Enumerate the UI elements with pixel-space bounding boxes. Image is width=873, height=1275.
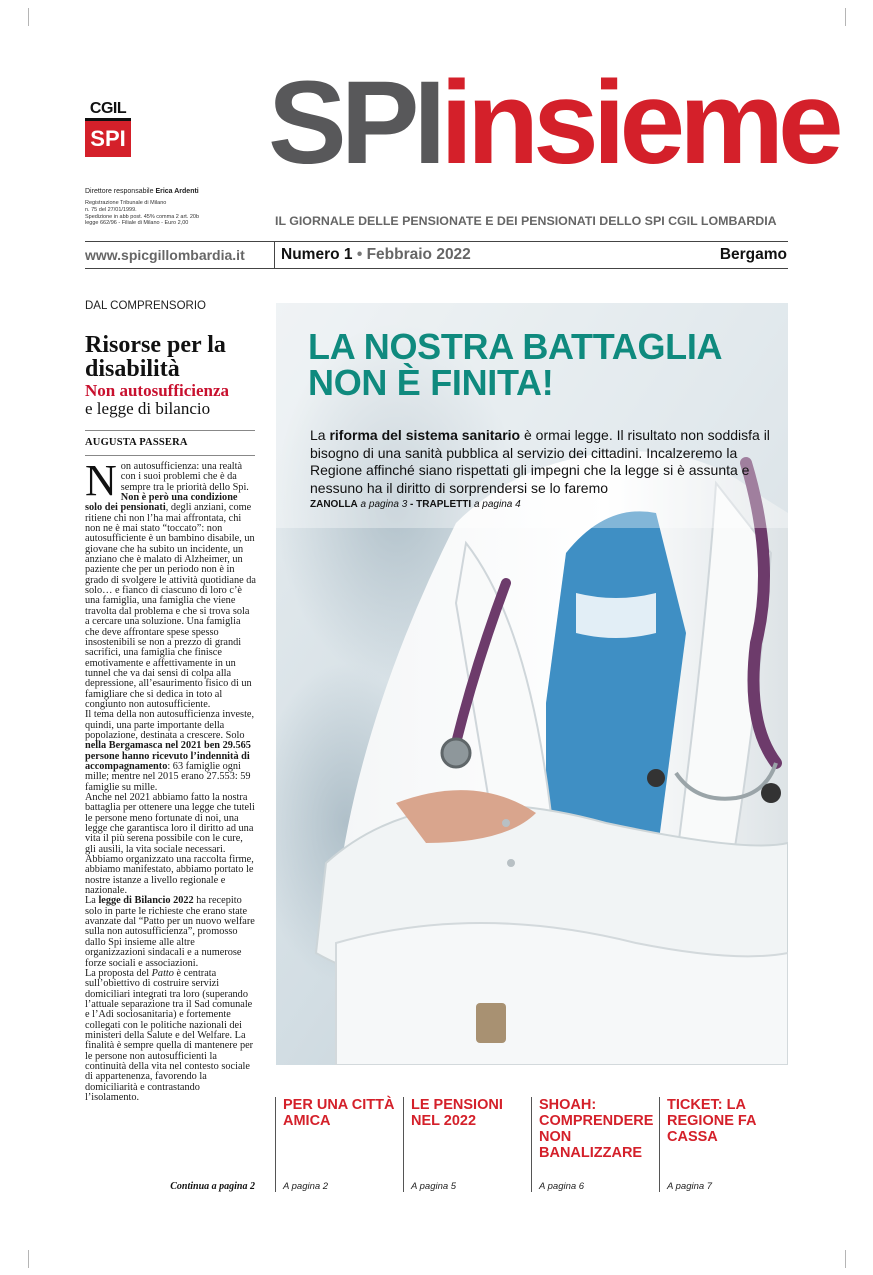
teaser-title: LE PENSIONI NEL 2022 [411,1097,503,1129]
registration-line: legge 662/96 - Filiale di Milano - Euro 2,00 [85,220,189,227]
paragraph-run: La [85,895,99,907]
article-paragraph [85,793,256,896]
article-body [85,456,256,1103]
hero-cover[interactable] [276,303,788,1065]
paragraph-run: legge di Bilancio 2022 [98,895,194,907]
issue-bar-divider [274,242,275,268]
article-title: Risorse per la disabilità [85,332,226,382]
credit-page[interactable]: a pagina 3 [357,499,408,510]
teaser-title: SHOAH: COMPRENDERE NON BANALIZZARE [539,1097,654,1161]
continue-link[interactable]: Continua a pagina 2 [170,1181,255,1192]
website-link[interactable]: www.spicgillombardia.it [85,247,245,263]
edition-city: Bergamo [719,246,787,263]
issue-info [281,246,471,264]
hero-headline [308,326,723,403]
issue-bar-bottom-rule [85,268,788,269]
article-paragraph [85,969,256,1103]
registration-line: n. 75 del 27/01/1999. [85,206,137,213]
divider [85,430,255,431]
teaser-page: A pagina 2 [283,1181,329,1192]
registration-line: Registrazione Tribunale di Milano [85,200,167,206]
teaser-page: A pagina 7 [667,1181,713,1192]
registration-line: Spedizione in abb post. 45% comma 2 art. 20b [85,213,200,220]
paragraph-run: Non è però una condizione solo dei pensionati [85,492,238,514]
article-paragraph [85,896,256,968]
article-subtitle-red: Non autosufficienza [85,381,230,400]
section-label: DAL COMPRENSORIO [85,300,206,312]
teaser-divider [659,1097,660,1192]
teaser-divider [531,1097,532,1192]
hero-headline-line: NON È FINITA! [308,362,554,403]
doctor-photo [276,303,788,1065]
paragraph-run: : 63 famiglie ogni mille; mentre nel 2015 erano 27.553: 59 famiglie su mille. [85,760,251,793]
issue-number: Numero 1 [281,246,353,263]
teaser-title: PER UNA CITTÀ AMICA [283,1097,395,1129]
paragraph-run: Patto [151,967,174,979]
hero-text [310,427,780,497]
issue-separator: • [356,246,363,263]
article-paragraph [85,710,256,793]
cgil-spi-logo [85,100,131,157]
paragraph-run: Il tema della non autosufficienza investe, quindi, una parte importante della popolazione, destinata a crescere. Solo [85,709,255,741]
director-label: Direttore responsabile [85,188,154,195]
logo-spi-text: SPI [85,121,131,157]
article-subtitle: e legge di bilancio [85,399,211,418]
masthead-spi: SPI [268,57,441,189]
hero-text-bold: riforma del sistema sanitario [329,427,521,443]
paragraph-run: Anche nel 2021 abbiamo fatto la nostra battaglia per ottenere una legge che tuteli le persone meno fortunate di noi, una legge che garantisca loro il diritto ad una vita il più serena possibile con le cure, gli ausili, la vita sociale necessari. Abbiamo organizzato una raccolta firme, abbiamo manifestato, abbiamo portato le nostre istanze a livello regionale e nazionale. [85,792,255,897]
registration-info [85,200,255,227]
paragraph-run: nella Bergamasca nel 2021 ben 29.565 persone hanno ricevuto l’indennità di accompagnamento [85,740,251,772]
teaser-page: A pagina 5 [411,1181,457,1192]
article-paragraphs [85,456,256,1103]
credit-separator: - [407,499,417,510]
paragraph-run: è centrata sull’obiettivo di costruire servizi domiciliari integrati tra loro (superando l’attuale separazione tra il Sad comunale e l’Adi sociosanitaria) e fortemente collegati con le politiche nazionali dei ministeri della Salute e del Welfare. La finalità è sempre quella di mantenere per le persone non autosufficienti la continuità della vita nel contesto sociale di appartenenza, favorendo la domiciliarità e contrastando l’isolamento. [85,967,254,1103]
teaser-divider [275,1097,276,1192]
masthead-insieme: insieme [440,57,838,189]
crop-mark [845,8,846,26]
director-name: Erica Ardenti [155,188,199,195]
teaser-item[interactable] [667,1097,785,1192]
tagline: IL GIORNALE DELLE PENSIONATE E DEI PENSIONATI DELLO SPI CGIL LOMBARDIA [275,214,777,228]
credit-name: TRAPLETTI [416,499,472,510]
hero-headline-line: LA NOSTRA BATTAGLIA [308,326,723,367]
hero-text-post: è ormai legge. Il risultato non soddisfa il bisogno di una sanità pubblica al servizio dei cittadini. Incalzeremo la Regione affinché siano rispettati gli impegni che la legge si è assunta e nessuno ha il diritto di sorprendersi se lo faremo [310,427,770,496]
credit-name: ZANOLLA [310,499,358,510]
paragraph-run: on autosufficienza: una realtà con i suoi problemi che è da sempre tra le priorità dello Spi. [120,461,249,493]
hero-credits [310,499,521,510]
director-credit [85,188,199,195]
paragraph-run: La proposta del [85,967,152,979]
crop-mark [845,1250,846,1268]
teaser-title: TICKET: LA REGIONE FA CASSA [667,1097,756,1145]
issue-bar-top-rule [85,241,788,242]
crop-mark [28,1250,29,1268]
teaser-item[interactable] [539,1097,657,1192]
teaser-divider [403,1097,404,1192]
drop-cap: N [85,456,117,505]
teaser-item[interactable] [283,1097,401,1192]
crop-mark [28,8,29,26]
article-author: AUGUSTA PASSERA [85,437,188,448]
teaser-page: A pagina 6 [539,1181,585,1192]
issue-date: Febbraio 2022 [366,246,471,263]
credit-page[interactable]: a pagina 4 [471,499,521,510]
paragraph-run: , degli anziani, come ritiene chi non l’ha mai affrontata, chi non ne è mai stato “toccato”: non autosufficiente è un bambino disabile, un giovane che ha subito un incidente, un anziano che è malato di Alzheimer, un paziente che per un periodo non è in grado di svolgere le attività quotidiane da solo… e fianco di ciascuno di loro c’è una famiglia, una famiglia che viene travolta dal problema e che si trova sola a cercare una soluzione. Una famiglia che deve affrontare spese spesso insostenibili se non a prezzo di grandi sacrifici, una famiglia che finisce emotivamente e affettivamente in un tunnel che va dai sensi di colpa alla depressione, all’esaurimento fisico di un famigliare che si dedica in toto al congiunto non autosufficiente. [85,502,256,710]
teaser-item[interactable] [411,1097,529,1192]
hero-text-pre: La [310,427,330,443]
paragraph-run: ha recepito solo in parte le richieste che erano state avanzate dal “Patto per un nuovo welfare sulla non autosufficienza”, promosso dallo Spi insieme alle altre organizzazioni sindacali e a numerose forze sociali e associazioni. [85,895,255,969]
masthead [268,57,838,189]
logo-cgil-text: CGIL [85,100,131,121]
